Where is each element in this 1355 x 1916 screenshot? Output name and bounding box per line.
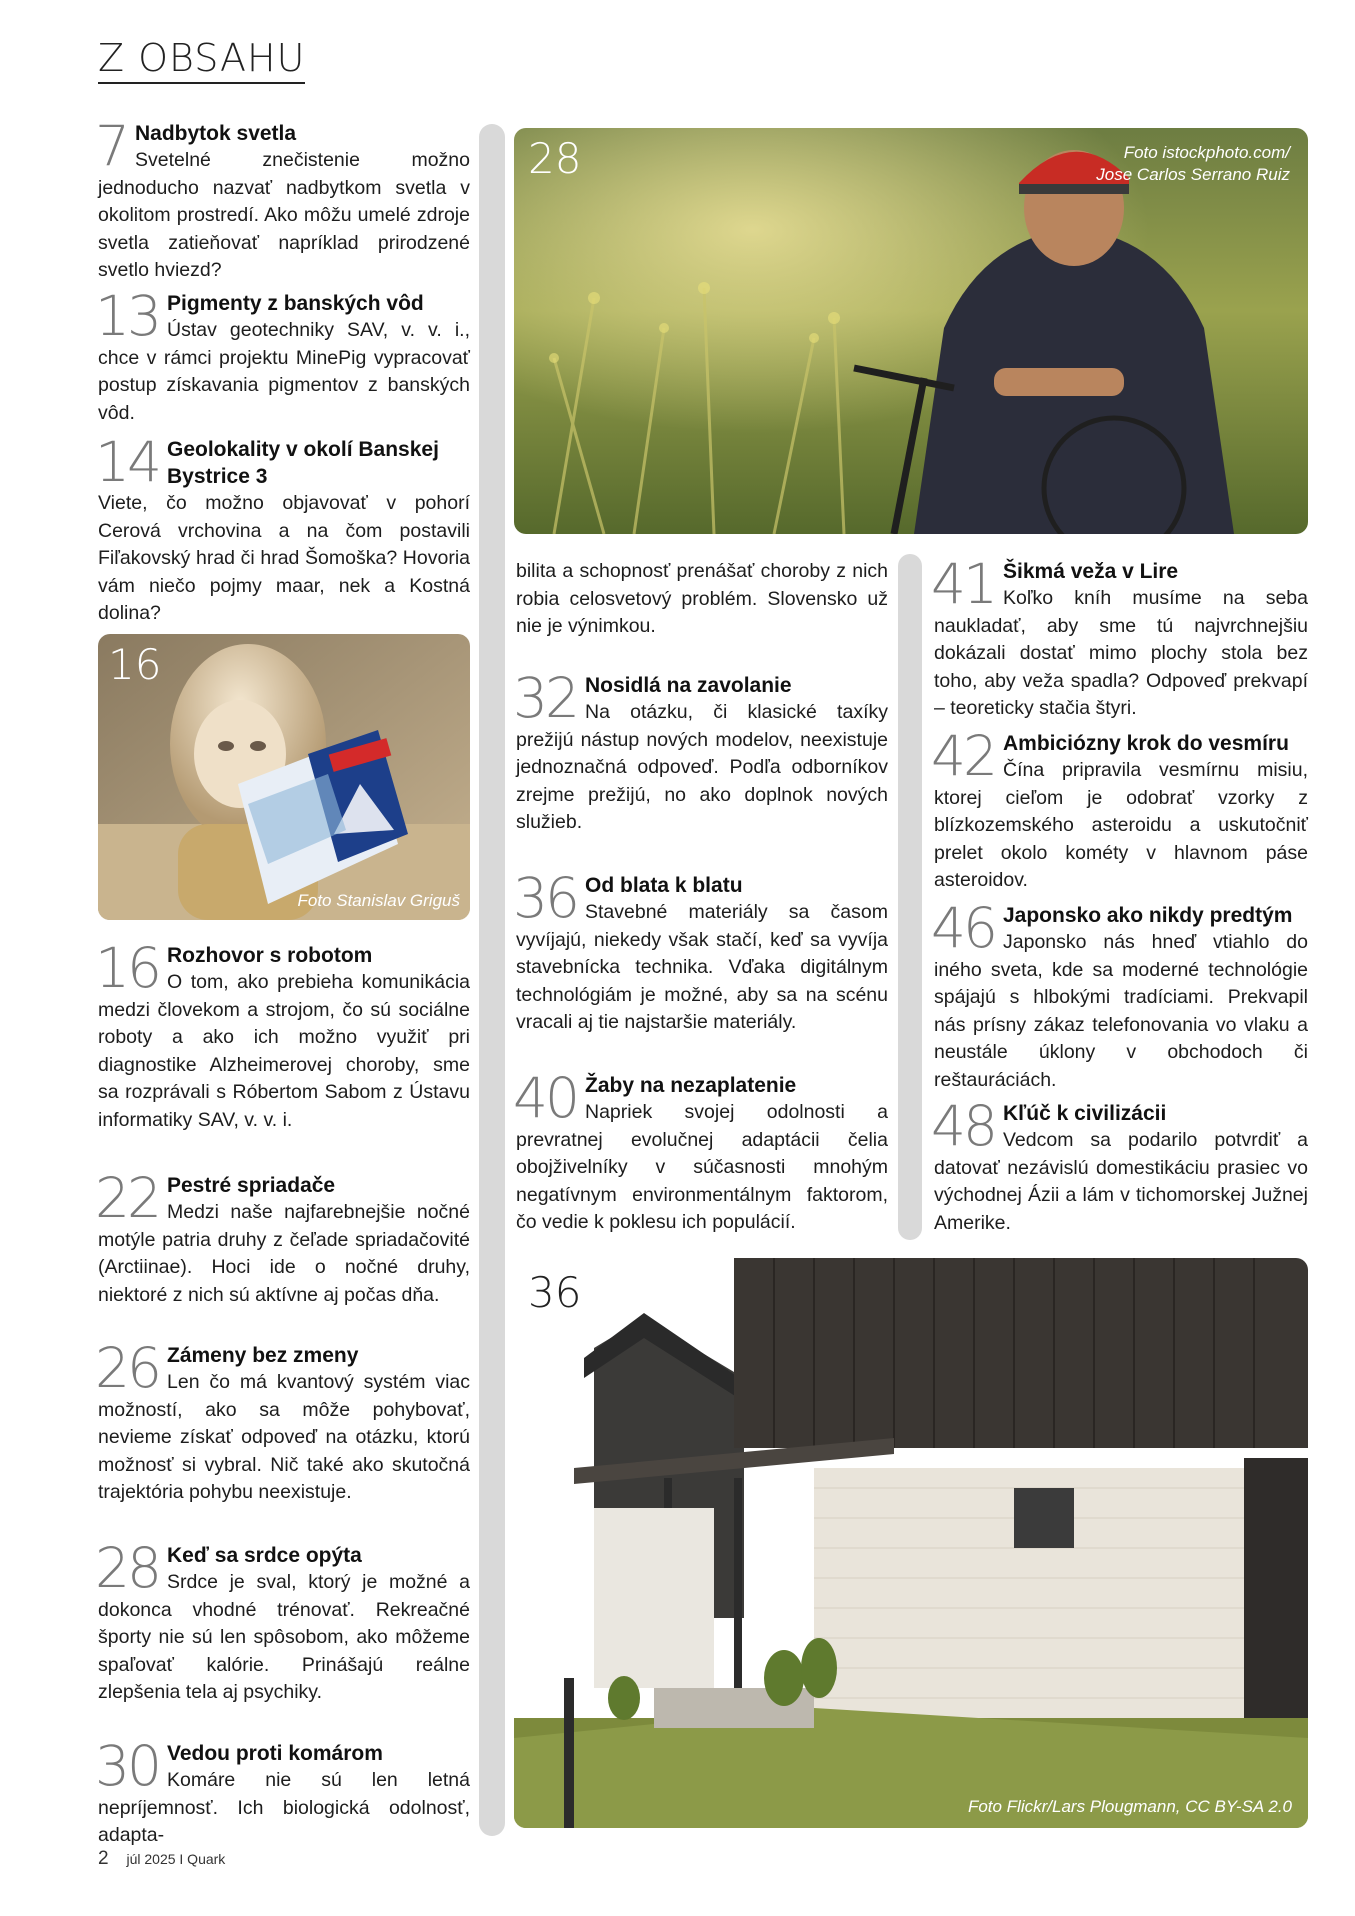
entry-number: 32 [513,666,577,730]
toc-entry-22[interactable] [95,1166,470,1309]
entry-title: Vedou proti komárom [167,1742,383,1765]
entry-text: Komáre nie sú len letná nepríjemnosť. Ich biologická odolnosť, adapta- [98,1769,470,1846]
entry-title: Nadbytok svetla [135,122,297,145]
entry-text: Japonsko nás hneď vtiahlo do iného sveta, kde sa moderné technológie spájajú s hlbokými tradíciami. Prekvapil nás prísny zákaz telefonovania vo vlaku a neustále úklony v obchodoch či reštauráciách. [934,931,1308,1091]
photo-credit-line-1: Foto istockphoto.com/ [1123,143,1290,162]
entry-text: Svetelné znečistenie možno jednoducho nazvať nadbytkom svetla v okolitom prostredí. Ako môžu umelé zdroje svetla zatieňovať napríklad prirodzené svetlo hviezd? [98,149,470,281]
entry-text: Napriek svojej odolnosti a prevratnej evolučnej adaptácii čelia obojživelníky v súčasnosti mnohým negatívnym environmentálnym faktorom, čo vedie k poklesu ich populácií. [516,1101,888,1233]
entry-title: Pigmenty z banských vôd [167,292,424,315]
toc-entry-36[interactable] [513,866,888,1037]
toc-entry-14[interactable] [95,430,470,628]
entry-text: Medzi naše najfarebnejšie nočné motýle patria druhy z čeľade spriadačovité (Arctiinae). Hoci ide o nočné druhy, niektoré z nich sú aktívne aj počas dňa. [98,1201,470,1306]
toc-entry-30[interactable] [95,1734,470,1850]
entry-text: Čína pripravila vesmírnu misiu, ktorej cieľom je odobrať vzorky z blízkozemského asteroidu a uskutočniť prelet okolo kométy v hlavnom páse asteroidov. [934,759,1308,891]
robot-photo [98,634,470,920]
entry-title: Žaby na nezaplatenie [585,1074,797,1097]
toc-entry-41[interactable] [931,552,1308,723]
entry-number: 46 [931,896,995,960]
toc-entry-46[interactable] [931,896,1308,1094]
entry-title: Ambiciózny krok do vesmíru [1003,732,1289,755]
issue-label: júl 2025 I Quark [126,1851,226,1867]
entry-number: 30 [95,1734,159,1798]
entry-title: Od blata k blatu [585,874,743,897]
entry-number: 14 [95,430,159,494]
entry-text: Stavebné materiály sa časom vyvíjajú, niekedy však stačí, keď sa vyvíja stavebnícka technika. Vďaka digitálnym technológiám je možné, aby sa na scénu vracali aj tie najstaršie materiály. [516,901,888,1033]
column-divider-left [479,124,505,1836]
house-photo [514,1258,1308,1828]
entry-title: Nosidlá na zavolanie [585,674,792,697]
entry-number: 13 [95,284,159,348]
photo-page-number: 16 [108,640,162,689]
entry-title: Japonsko ako nikdy predtým [1003,904,1293,927]
page-footer [98,1848,225,1870]
entry-text: bilita a schopnosť prenášať choroby z nich robia celosvetový problém. Slovensko už nie je výnimkou. [516,560,888,637]
house-image [514,1258,1308,1828]
entry-text: Na otázku, či klasické taxíky prežijú nástup nových modelov, neexistuje jednoznačná odpoveď. Podľa odborníkov zrejme prežijú, no ako doplnok nových služieb. [516,701,888,833]
photo-credit [1096,142,1290,186]
entry-text: Ústav geotechniky SAV, v. v. i., chce v rámci projektu MinePig vypracovať postup získavania pigmentov z banských vôd. [98,319,470,424]
entry-number: 7 [95,114,127,178]
toc-entry-26[interactable] [95,1336,470,1507]
photo-credit: Foto Stanislav Griguš [297,891,460,910]
entry-text: O tom, ako prebieha komunikácia medzi človekom a strojom, čo sú sociálne roboty a ako ich možno využiť pri diagnostike Alzheimerovej choroby, sme sa rozprávali s Róbertom Sabom z Ústavu informatiky SAV, v. v. i. [98,971,470,1131]
entry-number: 48 [931,1094,995,1158]
photo-credit-line-2: Jose Carlos Serrano Ruiz [1096,165,1290,184]
photo-page-number: 28 [528,134,582,183]
entry-text: Viete, čo možno objavovať v pohorí Cerová vrchovina a na čom postavili Fiľakovský hrad či hrad Šomoška? Hovoria vám niečo pojmy maar, nek a Kostná dolina? [98,492,470,624]
entry-text: Len čo má kvantový systém viac možností, ako sa môže pohybovať, nevieme získať odpoveď na otázku, ktorú možnosť si vybral. Nič také ako skutočná trajektória pohybu neexistuje. [98,1371,470,1503]
toc-entry-28[interactable] [95,1536,470,1707]
photo-page-number: 36 [528,1268,582,1317]
toc-entry-32[interactable] [513,666,888,837]
toc-entry-40[interactable] [513,1066,888,1237]
page-title: Z OBSAHU [98,38,305,84]
entry-text: Koľko kníh musíme na seba naukladať, aby sme tú najvrchnejšiu dokázali dostať mimo plochy stola bez toho, aby veža spadla? Odpoveď prekvapí – teoreticky stačia štyri. [934,587,1308,719]
cyclist-image [514,128,1308,534]
entry-title: Keď sa srdce opýta [167,1544,362,1567]
entry-title: Šikmá veža v Lire [1003,560,1179,583]
entry-number: 22 [95,1166,159,1230]
toc-entry-16[interactable] [95,936,470,1134]
toc-entry-42[interactable] [931,724,1308,895]
column-divider-right [898,554,922,1240]
entry-text: Srdce je sval, ktorý je možné a dokonca vhodné trénovať. Rekreačné športy nie sú len spôsobom, ako môžeme spaľovať kalórie. Prinášajú reálne zlepšenia tela aj psychiky. [98,1571,470,1703]
photo-credit: Foto Flickr/Lars Plougmann, CC BY-SA 2.0 [967,1797,1292,1816]
page-number: 2 [98,1848,109,1869]
entry-number: 16 [95,936,159,1000]
entry-number: 36 [513,866,577,930]
toc-continuation [516,558,888,641]
entry-number: 26 [95,1336,159,1400]
toc-entry-48[interactable] [931,1094,1308,1237]
entry-number: 41 [931,552,995,616]
entry-number: 40 [513,1066,577,1130]
entry-title: Zámeny bez zmeny [167,1344,359,1367]
entry-title: Geolokality v okolí Banskej Bystrice 3 [167,438,439,488]
entry-title: Kľúč k civilizácii [1003,1102,1167,1125]
entry-number: 28 [95,1536,159,1600]
entry-title: Rozhovor s robotom [167,944,373,967]
cyclist-photo [514,128,1308,534]
entry-number: 42 [931,724,995,788]
toc-entry-13[interactable] [95,284,470,427]
toc-entry-7[interactable] [95,114,470,285]
entry-title: Pestré spriadače [167,1174,336,1197]
entry-text: Vedcom sa podarilo potvrdiť a datovať nezávislú domestikáciu prasiec vo východnej Ázii a lám v tichomorskej Južnej Amerike. [934,1129,1308,1234]
